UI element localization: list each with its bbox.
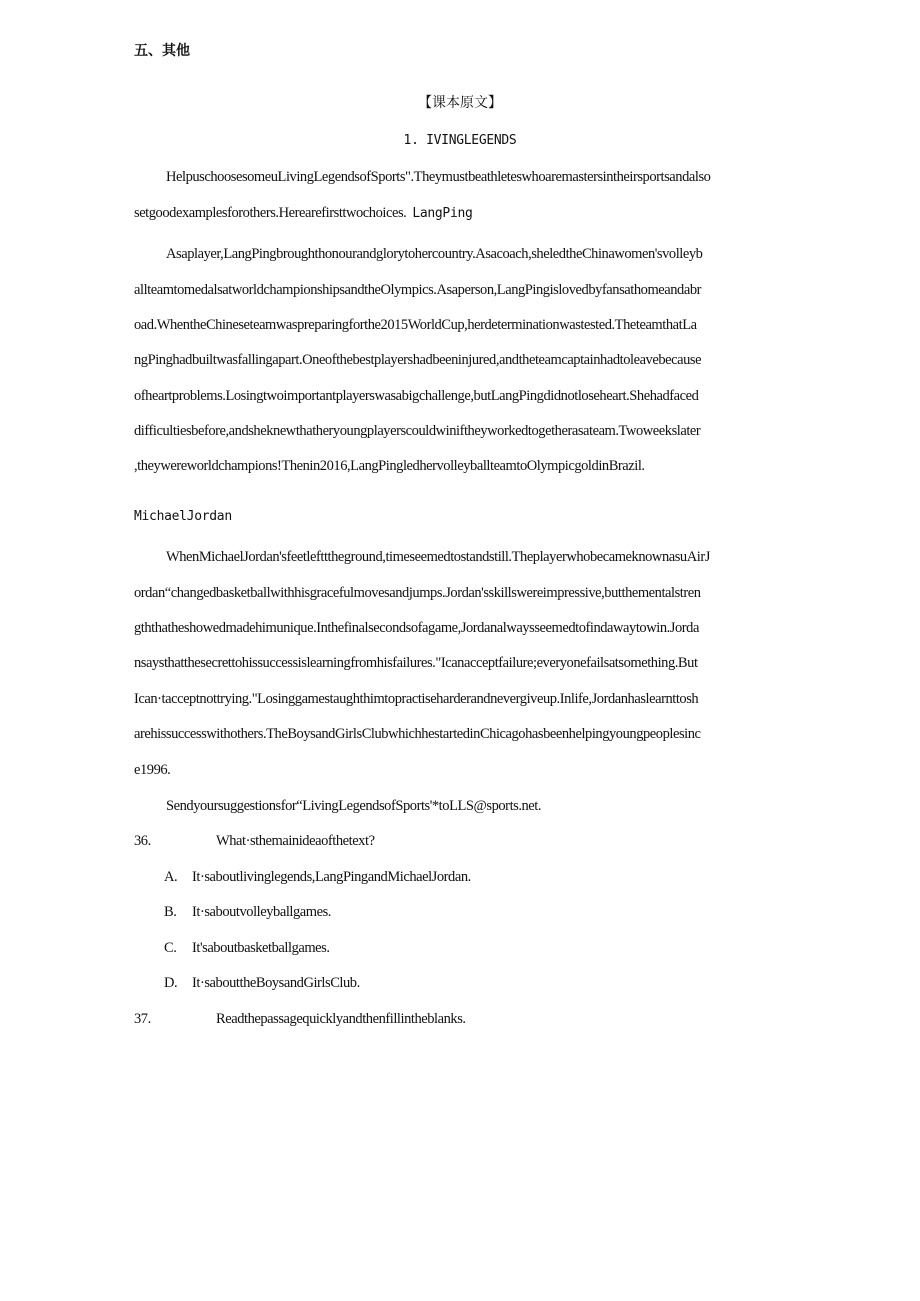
jordan-line-3: gththatheshowedmadehimunique.Inthefinalsecondsofagame,Jordanalwaysseemedtofindawaytowin.Jorda xyxy=(134,620,699,636)
option-d-letter: D. xyxy=(164,975,178,991)
jordan-line-1: WhenMichaelJordan'sfeetleftttheground,timeseemedtostandstill.TheplayerwhobecameknownasuAirJ xyxy=(166,549,710,565)
jordan-line-2: ordan“changedbasketballwithhisgracefulmovesandjumps.Jordan'sskillswereimpressive,butthementalstren xyxy=(134,585,701,601)
intro-line-2 xyxy=(134,204,473,223)
question-37-number: 37. xyxy=(134,1011,151,1027)
lang-ping-line-6: difficultiesbefore,andsheknewthatheryoungplayerscouldwiniftheyworkedtogetherasateam.Twoweekslater xyxy=(134,423,701,439)
option-c-letter: C. xyxy=(164,940,177,956)
textbook-original-label: 【课本原文】 xyxy=(418,95,502,111)
option-a-letter: A. xyxy=(164,869,178,885)
intro-line-2-text: setgoodexamplesforothers.Herearefirsttwochoices. xyxy=(134,205,407,221)
lang-ping-line-3: oad.WhentheChineseteamwaspreparingforthe2015WorldCup,herdeterminationwastested.TheteamthatLa xyxy=(134,317,697,333)
jordan-line-6: arehissuccesswithothers.TheBoysandGirlsClubwhichhestartedinChicagohasbeenhelpingyoungpeoplesinc xyxy=(134,726,701,742)
michael-jordan-heading: MichaelJordan xyxy=(134,509,232,524)
option-c-text: It'saboutbasketballgames. xyxy=(192,940,330,956)
option-b-text: It·saboutvolleyballgames. xyxy=(192,904,331,920)
section-heading: 五、其他 xyxy=(134,43,190,59)
lang-ping-line-7: ,theywereworldchampions!Thenin2016,LangPingledhervolleyballteamtoOlympicgoldinBrazil. xyxy=(134,458,645,474)
lang-ping-line-5: ofheartproblems.Losingtwoimportantplayerswasabigchallenge,butLangPingdidnotloseheart.Shehadfaced xyxy=(134,388,699,404)
lang-ping-line-1: Asaplayer,LangPingbroughthonourandglorytohercountry.Asacoach,sheledtheChinawomen'svolleyb xyxy=(166,246,703,262)
jordan-line-4: nsaysthatthesecrettohissuccessislearningfromhisfailures."Icanacceptfailure;everyonefailsatsomething.But xyxy=(134,655,698,671)
jordan-line-7: e1996. xyxy=(134,762,171,778)
option-d-text: It·sabouttheBoysandGirlsClub. xyxy=(192,975,360,991)
jordan-line-5: Ican·tacceptnottrying."Losinggamestaughthimtopractiseharderandnevergiveup.Inlife,Jordanhaslearnttosh xyxy=(134,691,699,707)
question-37-text: Readthepassagequicklyandthenfillintheblanks. xyxy=(216,1011,466,1027)
option-b-letter: B. xyxy=(164,904,177,920)
intro-line-1: HelpuschoosesomeuLivingLegendsofSports".Theymustbeathleteswhoaremastersintheirsportsandalso xyxy=(166,169,711,185)
lang-ping-name: LangPing xyxy=(412,206,473,221)
unit-title: 1. IVINGLEGENDS xyxy=(403,133,517,148)
question-36-text: What·sthemainideaofthetext? xyxy=(216,833,375,849)
send-suggestions-line: Sendyoursuggestionsfor“LivingLegendsofSports'*toLLS@sports.net. xyxy=(166,798,542,814)
question-36-number: 36. xyxy=(134,833,151,849)
lang-ping-line-2: allteamtomedalsatworldchampionshipsandtheOlympics.Asaperson,LangPingislovedbyfansathomeandabr xyxy=(134,282,702,298)
option-a-text: It·saboutlivinglegends,LangPingandMichaelJordan. xyxy=(192,869,471,885)
lang-ping-line-4: ngPinghadbuiltwasfallingapart.Oneofthebestplayershadbeeninjured,andtheteamcaptainhadtoleavebecause xyxy=(134,352,702,368)
